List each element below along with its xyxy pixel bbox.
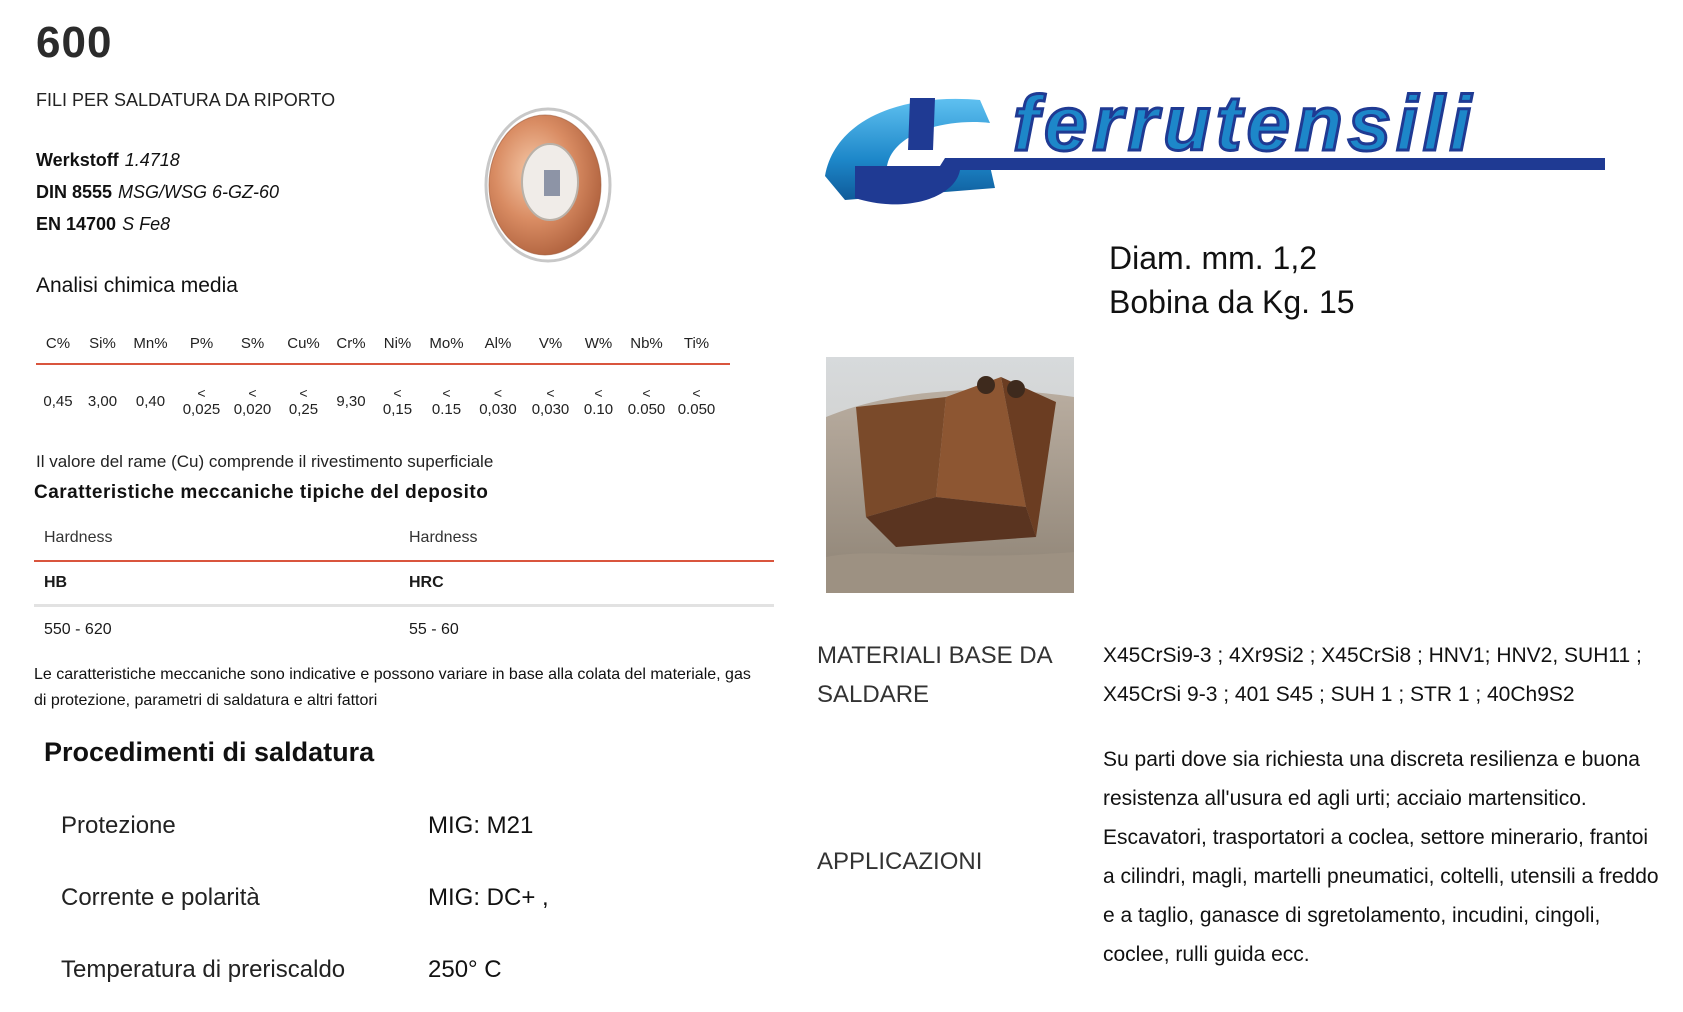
chemical-element-value [36, 393, 80, 410]
chemical-element-header: Cr% [336, 334, 366, 352]
less-than-marker: < [546, 384, 555, 401]
chemical-element-header: Si% [89, 334, 116, 352]
chemical-element-header: S% [240, 334, 265, 352]
spec-werkstoff [36, 150, 180, 171]
spec-din [36, 182, 279, 203]
mechanical-header-cell: Hardness [44, 529, 113, 546]
spec-value: S Fe8 [122, 214, 171, 234]
less-than-marker: < [197, 384, 206, 401]
less-than-marker: < [493, 384, 503, 401]
mechanical-header-cell: Hardness [409, 529, 478, 546]
procedure-label: Protezione [61, 812, 176, 839]
chemical-value-number: 0,45 [43, 392, 73, 410]
chemical-element-value [227, 385, 278, 418]
mechanical-note: Le caratteristiche meccaniche sono indicative e possono variare in base alla colata del materiale, gas di protezione, parametri di saldatura e altri fattori [34, 666, 751, 709]
chemical-element-header: Mn% [133, 334, 168, 352]
mechanical-table [34, 516, 774, 653]
materials-label: MATERIALI BASE DA SALDARE [817, 642, 1052, 708]
chemical-element-value [471, 385, 525, 418]
mechanical-header-row [34, 516, 774, 562]
chemical-value-number: 0.050 [677, 400, 716, 418]
less-than-marker: < [248, 384, 257, 401]
chemical-element-header: Al% [484, 334, 512, 352]
chemical-value-number: 0,030 [531, 400, 570, 418]
chemical-value-row [36, 365, 730, 437]
ferrutensili-logo [815, 88, 1615, 214]
logo-wordmark: ferrutensili [1013, 88, 1477, 167]
spec-value: MSG/WSG 6-GZ-60 [118, 182, 280, 202]
applications-label: APPLICAZIONI [817, 848, 983, 875]
chemical-element-value [373, 385, 422, 418]
chemical-value-number: 0.15 [431, 400, 462, 418]
materials-value: X45CrSi9-3 ; 4Xr9Si2 ; X45CrSi8 ; HNV1; HNV2, SUH11 ; X45CrSi 9-3 ; 401 S45 ; SUH 1 ; STR 1 ; 40Ch9S2 [1103, 644, 1642, 706]
spec-label: Werkstoff [36, 150, 119, 170]
chemical-element-header: Mo% [429, 334, 464, 352]
mechanical-units-row [34, 562, 774, 607]
chemical-value-number: 0,020 [233, 400, 272, 418]
chemical-element-header: C% [45, 334, 71, 352]
chemical-value-number: 0,40 [135, 392, 166, 410]
spool-weight-text: Bobina da Kg. 15 [1109, 284, 1355, 320]
wire-spool-image [470, 100, 620, 270]
diameter-text: Diam. mm. 1,2 [1109, 240, 1318, 276]
chemical-element-value [278, 385, 329, 418]
spec-value: 1.4718 [124, 150, 180, 170]
chemical-value-number: 0,25 [288, 400, 319, 418]
spec-en [36, 214, 170, 235]
copper-note: Il valore del rame (Cu) comprende il rivestimento superficiale [36, 452, 494, 471]
product-code: 600 [36, 18, 113, 67]
chemical-element-header: Cu% [287, 334, 320, 352]
excavator-buckets-photo [826, 357, 1074, 593]
chemical-element-value [621, 385, 672, 418]
procedure-value: 250° C [428, 956, 502, 983]
chemical-element-header: W% [584, 334, 613, 352]
analysis-title: Analisi chimica media [36, 274, 238, 297]
less-than-marker: < [642, 384, 651, 401]
chemical-element-header: V% [538, 334, 563, 352]
procedures-title: Procedimenti di saldatura [44, 737, 375, 767]
product-subtitle: FILI PER SALDATURA DA RIPORTO [36, 90, 336, 110]
chemical-value-number: 0.050 [627, 400, 666, 418]
procedure-value: MIG: DC+ , [428, 884, 549, 911]
less-than-marker: < [594, 384, 603, 401]
chemical-header-row [36, 323, 730, 365]
mechanical-unit-cell: HRC [409, 574, 444, 591]
chemical-element-value [576, 385, 621, 418]
mechanical-title: Caratteristiche meccaniche tipiche del deposito [34, 482, 489, 503]
less-than-marker: < [299, 384, 308, 401]
mechanical-values-row [34, 607, 774, 653]
mechanical-value-cell: 550 - 620 [44, 621, 112, 638]
chemical-analysis-table [36, 323, 730, 437]
chemical-element-value [80, 393, 125, 410]
chemical-value-number: 9,30 [336, 392, 366, 410]
chemical-value-number: 0,030 [479, 400, 517, 418]
spec-label: EN 14700 [36, 214, 117, 234]
chemical-element-value [525, 385, 576, 418]
procedure-label: Corrente e polarità [61, 884, 260, 911]
chemical-element-header: Nb% [630, 334, 663, 352]
chemical-value-number: 0.10 [583, 400, 614, 418]
chemical-element-value [672, 385, 721, 418]
spec-label: DIN 8555 [36, 182, 113, 202]
chemical-value-number: 0,025 [182, 400, 221, 418]
chemical-element-value [176, 385, 227, 418]
procedure-value: MIG: M21 [428, 812, 534, 839]
chemical-element-value [125, 393, 176, 410]
chemical-element-value [329, 393, 373, 410]
chemical-element-header: P% [189, 334, 214, 352]
procedure-label: Temperatura di preriscaldo [61, 956, 346, 983]
chemical-value-number: 3,00 [87, 392, 118, 410]
mechanical-unit-cell: HB [44, 574, 68, 591]
applications-value: Su parti dove sia richiesta una discreta resilienza e buona resistenza all'usura ed agli urti; acciaio martensitico. Escavatori, trasportatori a coclea, settore minerario, frantoi a cilindri, magli, martelli pneumatici, coltelli, utensili a freddo e a taglio, ganasce di sgretolamento, incudini, cingoli, coclee, rulli guida ecc. [1103, 748, 1659, 966]
mechanical-value-cell: 55 - 60 [409, 621, 459, 638]
chemical-element-value [422, 385, 471, 418]
less-than-marker: < [692, 384, 701, 401]
chemical-element-header: Ti% [683, 334, 710, 352]
chemical-element-header: Ni% [383, 334, 412, 352]
chemical-value-number: 0,15 [382, 400, 413, 418]
less-than-marker: < [393, 384, 402, 401]
less-than-marker: < [442, 384, 451, 401]
